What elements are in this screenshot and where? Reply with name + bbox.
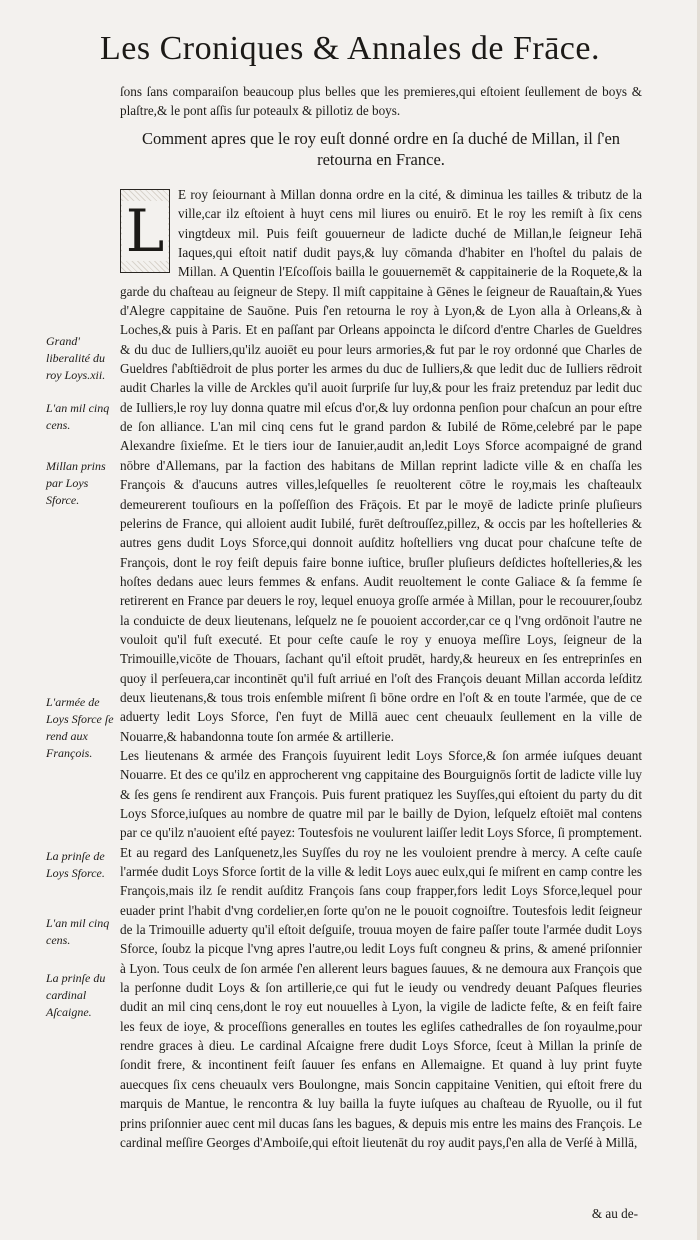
margin-note-milan-taken: Millan prins par Loys Sforce.	[46, 459, 106, 507]
margin-note-liberalite: Grand' liberalité du roy Loys.xii.	[46, 334, 106, 382]
drop-cap-letter: L	[122, 201, 169, 261]
paragraph-1: E roy ſeiournant à Millan donna ordre en la cité, & diminua les tailles & tributz de la ville,car ilz eſtoient à huyt cens mil liures ou enuirō. Et le roy les remiſt à ſix cens vingtdeux mil. Puis feiſt gouuerneur de ladicte duché de Millan,le ſeigneur Iehā Iaques,qui eſtoit natif dudit pays,& luy cōmanda d'habiter en l'hoſtel du palais de Millan. A Quentin l'Eſcoſſois bailla le gouuernemēt & cappitainerie de la Roquete,& la garde du chaſteau au ſeigneur de Stepy. Il miſt cappitaine à Gēnes le ſeigneur de Rauaſtain,& Yues d'Alegre cappitaine de Sauōne. Puis ſ'en retourna le roy à Lyon,& de Lyon alla à Orleans,& à Loches,& puis à Paris. Et en paſſant par Orleans appoincta le diſcord d'entre Charles de Gueldres & du duc de Iulliers,qu'ilz auoiēt eu pour leurs armories,& fut par le roy ordonné que Charles de Gueldres ſ'abſtiēdroit de plus porter les armes du duc de Iulliers,& que ledit duc de Iulliers rēdroit audit Charles la ville de Arckles qu'il auoit ſurpriſe ſur luy,& pour les fraiz pretenduz par ledit duc de Iulliers,le roy luy donna quatre mil eſcus d'or,& luy ordonna penſion pour chaſcun an pour eſtre de ſon alliance. L'an mil cinq cens fut le grand pardon & Iubilé de Rōme,celebré par le pape Alexandre ſixieſme. Et le tiers iour de Ianuier,audit an,ledit Loys Sforce acompaigné de grand nōbre d'Allemans, par la faction des habitans de Millan reprint ladicte ville & en chaſſa les François & d'aucuns autres villes,leſquelles ſe reuolterent cōtre le roy,mais les chaſteaulx demeurerent touſiours en la poſſeſſion des Frāçois. Et par le moyē de ladicte prinſe pluſieurs pelerins de France, qui alloient audit Iubilé, furēt deſtrouſſez,pillez, & occis par les hoſtelleries & autres gens dudit Loys Sforce,qui donnoit auſditz hoſtelliers vng ducat pour chaſcune teſte de François, dont le roy feiſt depuis faire bonne iuſtice, bruſler pluſieurs deſdictes hoſtelleries,& les hoſtes dedans auec leurs femmes & enfans. Audit reuoltement le conte Galiace & ſa femme ſe retirerent en France par deuers le roy, lequel enuoya groſſe armée à Millan, pour le recouurer,ſoubz la conduicte de deux lieutenans, leſquelz ne ſe pouoient accorder,car ce q l'vng ordōnoit l'autre ne vouloit qu'il fuſt executé. Et pour ceſte cauſe le roy y enuoya meſſire Loys, ſeigneur de la Trimouille,vicōte de Thouars, ſachant qu'il eſtoit prudēt, hardy,& heureux en ſes entreprinſes en quoy il perſeuera,car incontinēt qu'il fuſt arriué en l'oſt des François deuant Millan accorda leſditz deux lieutenans,& tous trois enſemble miſrent ſi bōne ordre en l'oſt & en toute l'armée, que de ce aduerty ledit Loys Sforce, ſ'en fuyt de Millā auec cent cheuaulx ſeullement en la ville de Nouarre,& habandonna toute ſon armée & artillerie.	[120, 187, 642, 744]
margin-note-year-1500-second: L'an mil cinq cens.	[46, 916, 110, 947]
main-text	[120, 185, 642, 1152]
margin-note-capture-cardinal: La prinſe du cardinal Aſcaigne.	[46, 971, 106, 1019]
decorated-initial	[120, 189, 170, 273]
intro-text: ſons ſans comparaiſon beaucoup plus belles que les premieres,qui eſtoient ſeullement de boys & plaſtre,& le pont aſſis ſur poteaulx & pillotiz de boys.	[120, 84, 642, 119]
catchword: & au de-	[591, 1206, 638, 1221]
running-title: Les Croniques & Annales de Frāce.	[100, 30, 600, 67]
margin-note-army-surrenders: L'armée de Loys Sforce ſe rend aux François.	[46, 695, 114, 760]
margin-note-year-1500: L'an mil cinq cens.	[46, 401, 110, 432]
chapter-heading: Comment apres que le roy euſt donné ordre en ſa duché de Millan, il ſ'en retourna en France.	[141, 129, 621, 169]
margin-note-capture-sforza: La prinſe de Loys Sforce.	[46, 849, 105, 880]
paragraph-2: Les lieutenans & armée des François ſuyuirent ledit Loys Sforce,& ſon armée iuſques deuant Nouarre. Et des ce qu'ilz en approcherent vng cappitaine des Bourguignōs ſortit de ladicte ville luy & ſes gens ſe rendirent aux François. Puis furent pratiquez les Suyſſes,qui eſtoient du party du dit Loys Sforce,iuſques au nombre de quatre mil par le bailly de Dyion, leſquelz eſtoiēt mal contens par ce qu'ilz n'auoient eſté payez: Toutesfois ne voulurent laiſſer ledit Loys Sforce, ſi promptement. Et au regard des Lanſquenetz,les Suyſſes du roy ne les vouloient prendre à mercy. A ceſte cauſe l'armée dudit Loys Sforce ſortit de la ville & ledit Loys auec eulx,qui ſe miſrent en camp contre les François,mais ilz ſe rendit auſditz François ſans coup frapper,fors ledit Loys Sforce,lequel pour euader print l'habit d'vng cordelier,en ſorte qu'on ne le pouoit cognoiſtre. Toutesfois ledit ſeigneur de la Trimouille aduerty qu'il eſtoit deſguiſe, trouua moyen de faire paſſer toute l'armée dudit Loys Sforce, ſoubz la picque l'vng apres l'autre,ou ledit Loys fuſt congneu & prins, & amené priſonnier à Lyon. Tous ceulx de ſon armée ſ'en allerent leurs bagues ſauues, & ne demoura aux François que la perſonne dudit Loys & ſon artillerie,ce qui fut le ieudy ou vendredy deuant Paſques fleuries dudit an mil cinq cens,dont le roy eut nouuelles à Lyon, la vigile de ladicte feſte, & en feiſt faire les feux de ioye, & proceſſions generalles en toutes les egliſes cathedralles de ſon royaulme,pour rendre graces à dieu. Le cardinal Aſcaigne frere dudit Loys Sforce, ſceut à Millan la prinſe de ſondit frere, & incontinent feiſt ſauuer ſes enfans en Allemaigne. Et quand à luy print fuyte auecques ſix cens cheuaulx vers Boulongne, mais Soncin cappitaine Venitien, qui eſtoit frere du marquis de Mantue, le rencontra & luy bailla la fuyte iuſques au chaſteau de Ryuolle, ou il fut prins priſonnier auec cent mil ducas ſans les bagues, & depuis mis entre les mains des François. Le cardinal meſſire Georges d'Amboiſe,qui eſtoit lieutenāt du roy audit pays,ſ'en alla de Verſé à Millā,	[120, 747, 642, 1150]
